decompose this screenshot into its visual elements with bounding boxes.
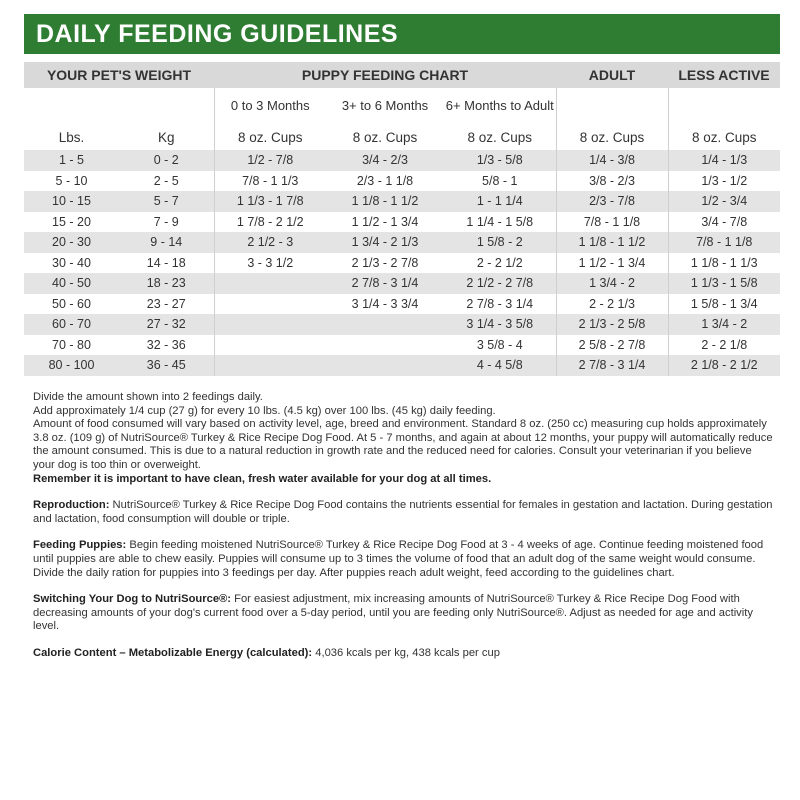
cell-puppy-0-3: 1/2 - 7/8 <box>214 150 326 171</box>
cell-puppy-0-3: 1 7/8 - 2 1/2 <box>214 212 326 233</box>
cell-lbs: 80 - 100 <box>24 355 119 376</box>
cell-puppy-6-adult: 2 1/2 - 2 7/8 <box>444 273 556 294</box>
cell-adult: 3/8 - 2/3 <box>556 171 668 192</box>
cell-adult: 2 1/3 - 2 5/8 <box>556 314 668 335</box>
cell-puppy-6-adult: 1/3 - 5/8 <box>444 150 556 171</box>
cell-less-active: 1 3/4 - 2 <box>668 314 780 335</box>
cell-puppy-0-3 <box>214 355 326 376</box>
cell-puppy-6-adult: 2 - 2 1/2 <box>476 255 523 270</box>
cell-puppy-0-3: 2 1/2 - 3 <box>214 232 326 253</box>
cell-less-active: 1/2 - 3/4 <box>668 191 780 212</box>
cell-kg: 7 - 9 <box>153 214 179 229</box>
cell-puppy-3-6: 2/3 - 1 1/8 <box>356 173 414 188</box>
cell-less-active: 1 1/8 - 1 1/3 <box>668 253 780 274</box>
table-row <box>24 232 780 253</box>
table-row <box>24 294 780 315</box>
cell-puppy-3-6: 3/4 - 2/3 <box>326 150 444 171</box>
cell-puppy-6-adult: 3 1/4 - 3 5/8 <box>444 314 556 335</box>
notes-section <box>33 391 773 661</box>
table-row <box>24 253 780 274</box>
cell-kg: 18 - 23 <box>119 273 214 294</box>
note-switching <box>33 593 773 634</box>
table-row <box>24 150 780 171</box>
cell-puppy-3-6: 2 1/3 - 2 7/8 <box>351 255 419 270</box>
cell-kg: 0 - 2 <box>119 150 214 171</box>
table-row <box>24 314 780 335</box>
cell-puppy-6-adult: 2 7/8 - 3 1/4 <box>466 296 534 311</box>
cell-lbs: 10 - 15 <box>24 191 119 212</box>
cell-less-active: 3/4 - 7/8 <box>668 212 780 233</box>
puppies-text: Begin feeding moistened NutriSource® Turkey & Rice Recipe Dog Food at 3 - 4 weeks of age. Continue feeding moistened food until puppies are able to chew easily. Puppies will consume up to 3 times the volume of food that an adult dog of the same weight would consume. Divide the daily ration for puppies into 3 feedings per day. After puppies reach adult weight, feed according to the guidelines chart. <box>33 539 764 579</box>
cell-adult: 2 5/8 - 2 7/8 <box>556 335 668 356</box>
cell-puppy-6-adult: 4 - 4 5/8 <box>444 355 556 376</box>
table-row <box>24 355 780 376</box>
cell-lbs: 30 - 40 <box>52 255 91 270</box>
cell-less-active: 1/3 - 1/2 <box>668 171 780 192</box>
unit-cups: 8 oz. Cups <box>556 124 668 150</box>
cell-puppy-3-6: 2 7/8 - 3 1/4 <box>326 273 444 294</box>
header-less-active: LESS ACTIVE <box>668 62 780 88</box>
cell-lbs: 50 - 60 <box>52 296 91 311</box>
cell-puppy-0-3: 7/8 - 1 1/3 <box>214 171 326 192</box>
cell-puppy-0-3 <box>214 314 326 335</box>
cell-adult: 2/3 - 7/8 <box>556 191 668 212</box>
cell-kg: 32 - 36 <box>146 337 186 352</box>
reproduction-label: Reproduction: <box>33 499 110 512</box>
table-row <box>24 191 780 212</box>
cell-puppy-3-6: 1 1/2 - 1 3/4 <box>351 214 419 229</box>
switching-text: For easiest adjustment, mix increasing amounts of NutriSource® Turkey & Rice Recipe Dog Food with decreasing amounts of your dog's current food over a 5-day period, until you are feeding only NutriSource®. Adjust as needed for age and activity level. <box>33 593 753 633</box>
calorie-text: 4,036 kcals per kg, 438 kcals per cup <box>312 646 500 659</box>
cell-kg: 2 - 5 <box>153 173 179 188</box>
note-reproduction <box>33 499 773 526</box>
table-row <box>24 171 780 192</box>
puppy-age-0: 0 to 3 Months <box>214 88 326 124</box>
cell-less-active: 7/8 - 1 1/8 <box>668 232 780 253</box>
cell-kg: 23 - 27 <box>146 296 186 311</box>
cell-lbs: 70 - 80 <box>52 337 91 352</box>
cell-puppy-6-adult: 3 5/8 - 4 <box>476 337 523 352</box>
cell-kg: 14 - 18 <box>146 255 186 270</box>
cell-adult: 2 7/8 - 3 1/4 <box>556 355 668 376</box>
note-amount: Amount of food consumed will vary based on activity level, age, breed and environment. Standard 8 oz. (250 cc) measuring cup holds approximately 3.8 oz. (109 g) of NutriSource® Turkey & Rice Recipe Dog Food. At 5 - 7 months, and again at about 12 months, your puppy will automatically reduce the amount consumed. This is due to a natural reduction in growth rate and the reduced need for calories. Consult your veterinarian if you believe your dog is too thin or overweight. <box>33 418 773 471</box>
header-puppy: PUPPY FEEDING CHART <box>214 62 556 88</box>
unit-kg: Kg <box>157 129 175 145</box>
note-water: Remember it is important to have clean, fresh water available for your dog at all times. <box>33 472 492 485</box>
cell-less-active: 2 1/8 - 2 1/2 <box>668 355 780 376</box>
cell-lbs: 5 - 10 <box>55 173 88 188</box>
header-weight: YOUR PET'S WEIGHT <box>24 62 214 88</box>
cell-lbs: 1 - 5 <box>24 150 119 171</box>
cell-less-active: 2 - 2 1/8 <box>668 335 780 356</box>
unit-cups: 8 oz. Cups <box>214 124 326 150</box>
cell-puppy-0-3: 3 - 3 1/2 <box>214 253 326 274</box>
cell-kg: 36 - 45 <box>119 355 214 376</box>
cell-lbs: 40 - 50 <box>24 273 119 294</box>
note-calorie <box>33 647 773 661</box>
cell-puppy-3-6 <box>326 335 444 356</box>
cell-puppy-6-adult: 5/8 - 1 <box>482 173 518 188</box>
cell-puppy-6-adult: 1 5/8 - 2 <box>444 232 556 253</box>
cell-puppy-3-6: 1 3/4 - 2 1/3 <box>326 232 444 253</box>
cell-lbs: 20 - 30 <box>24 232 119 253</box>
cell-adult: 1 1/2 - 1 3/4 <box>556 253 668 274</box>
cell-puppy-6-adult: 1 - 1 1/4 <box>444 191 556 212</box>
cell-puppy-6-adult: 1 1/4 - 1 5/8 <box>466 214 534 229</box>
header-adult: ADULT <box>556 62 668 88</box>
cell-puppy-0-3: 1 1/3 - 1 7/8 <box>214 191 326 212</box>
cell-kg: 5 - 7 <box>119 191 214 212</box>
cell-kg: 27 - 32 <box>119 314 214 335</box>
feeding-table <box>24 62 780 376</box>
cell-puppy-3-6: 1 1/8 - 1 1/2 <box>326 191 444 212</box>
cell-puppy-3-6 <box>326 355 444 376</box>
calorie-label: Calorie Content – Metabolizable Energy (calculated): <box>33 646 313 659</box>
table-row <box>24 273 780 294</box>
note-feedings: Divide the amount shown into 2 feedings daily. <box>33 391 263 403</box>
switching-label: Switching Your Dog to NutriSource®: <box>33 593 232 606</box>
cell-puppy-0-3 <box>214 273 326 294</box>
cell-lbs: 60 - 70 <box>24 314 119 335</box>
reproduction-text: NutriSource® Turkey & Rice Recipe Dog Food contains the nutrients essential for females in gestation and lactation. During gestation and lactation, food consumption will double or triple. <box>33 499 773 525</box>
cell-adult: 1 3/4 - 2 <box>556 273 668 294</box>
unit-cups: 8 oz. Cups <box>668 124 780 150</box>
table-row <box>24 335 780 356</box>
cell-puppy-0-3 <box>214 335 326 356</box>
note-over-100: Add approximately 1/4 cup (27 g) for every 10 lbs. (4.5 kg) over 100 lbs. (45 kg) daily feeding. <box>33 404 496 417</box>
cell-less-active: 1 1/3 - 1 5/8 <box>668 273 780 294</box>
unit-cups: 8 oz. Cups <box>467 129 533 145</box>
cell-adult: 2 - 2 1/3 <box>556 294 668 315</box>
unit-lbs: Lbs. <box>58 129 85 145</box>
cell-lbs: 15 - 20 <box>52 214 91 229</box>
page-title: DAILY FEEDING GUIDELINES <box>24 14 780 54</box>
cell-puppy-3-6: 3 1/4 - 3 3/4 <box>351 296 419 311</box>
cell-adult: 1 1/8 - 1 1/2 <box>556 232 668 253</box>
cell-puppy-0-3 <box>214 294 326 315</box>
cell-adult: 1/4 - 3/8 <box>556 150 668 171</box>
cell-less-active: 1 5/8 - 1 3/4 <box>668 294 780 315</box>
cell-adult: 7/8 - 1 1/8 <box>556 212 668 233</box>
cell-less-active: 1/4 - 1/3 <box>668 150 780 171</box>
unit-cups: 8 oz. Cups <box>352 129 418 145</box>
table-row <box>24 212 780 233</box>
note-feeding-puppies <box>33 539 773 580</box>
cell-kg: 9 - 14 <box>119 232 214 253</box>
cell-puppy-3-6 <box>326 314 444 335</box>
puppy-age-2: 6+ Months to Adult <box>445 98 554 113</box>
puppy-age-1: 3+ to 6 Months <box>341 98 429 113</box>
puppies-label: Feeding Puppies: <box>33 539 127 552</box>
